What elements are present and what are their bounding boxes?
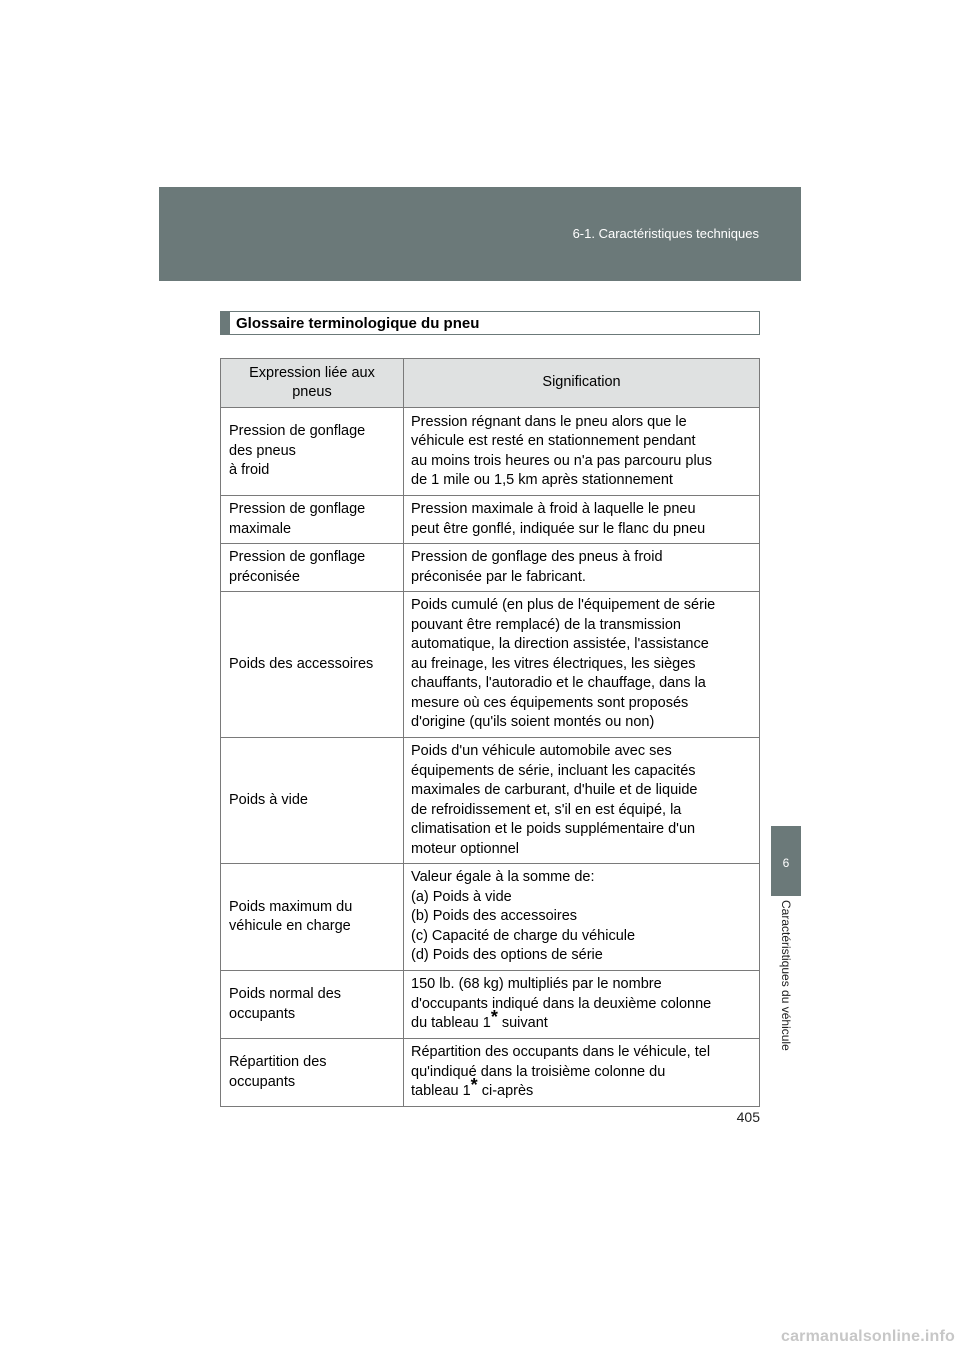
term-line: Poids normal des	[229, 986, 342, 1002]
table-row	[221, 1039, 760, 1107]
definition-line: mesure où ces équipements sont proposés	[411, 694, 689, 711]
term-cell	[221, 1039, 404, 1107]
definition-line: Valeur égale à la somme de:	[411, 869, 595, 886]
definition-cell	[404, 544, 760, 592]
definition-line: moteur optionnel	[411, 840, 520, 857]
definition-line: automatique, la direction assistée, l'assistance	[411, 636, 709, 653]
definition-line: chauffants, l'autoradio et le chauffage, dans la	[411, 675, 706, 692]
definition-line: du tableau 1	[411, 1015, 491, 1032]
table-row	[221, 592, 760, 738]
definition-line: au freinage, les vitres électriques, les sièges	[411, 655, 696, 672]
definition-line: Poids cumulé (en plus de l'équipement de série	[411, 597, 716, 614]
glossary-heading-title: Glossaire terminologique du pneu	[236, 315, 480, 332]
definition-line: (c) Capacité de charge du véhicule	[411, 927, 636, 944]
term-cell	[221, 408, 404, 496]
term-line: préconisée	[229, 568, 300, 585]
term-cell	[221, 496, 404, 544]
definition-line: maximales de carburant, d'huile et de liquide	[411, 782, 698, 798]
table-row	[221, 408, 760, 496]
definition-line: Poids d'un véhicule automobile avec ses	[411, 743, 672, 759]
definition-line: pouvant être remplacé) de la transmission	[411, 616, 681, 633]
chapter-number: 6	[782, 856, 790, 870]
term-line: Répartition des	[229, 1054, 327, 1070]
chapter-side-label	[769, 900, 803, 1095]
term-line: des pneus	[229, 442, 296, 459]
heading-marker	[221, 312, 230, 334]
term-cell	[221, 864, 404, 971]
term-line: Poids des accessoires	[229, 655, 374, 672]
definition-cell	[404, 864, 760, 971]
term-line: Poids à vide	[229, 791, 308, 808]
column-header-term: Expression liée aux pneus	[221, 359, 404, 408]
term-line: occupants	[229, 1073, 296, 1090]
term-cell	[221, 971, 404, 1039]
definition-line-end: ci-après	[477, 1083, 534, 1100]
definition-line: Pression régnant dans le pneu alors que le	[411, 413, 687, 430]
definition-line: Pression de gonflage des pneus à froid	[411, 549, 663, 565]
table-row	[221, 496, 760, 544]
term-line: occupants	[229, 1005, 296, 1022]
watermark: carmanualsonline.info	[780, 1328, 955, 1345]
definition-line: véhicule est resté en stationnement pendant	[411, 433, 696, 449]
table-row	[221, 971, 760, 1039]
term-cell	[221, 738, 404, 864]
definition-cell	[404, 496, 760, 544]
footnote-asterisk: *	[490, 1007, 498, 1028]
page-number: 405	[736, 1109, 760, 1125]
definition-cell	[404, 971, 760, 1039]
footnote-asterisk: *	[470, 1075, 478, 1096]
table-row	[221, 738, 760, 864]
section-title: 6-1. Caractéristiques techniques	[572, 226, 759, 241]
definition-line: préconisée par le fabricant.	[411, 568, 586, 585]
definition-line: d'origine (qu'ils soient montés ou non)	[411, 714, 655, 731]
definition-line: équipements de série, incluant les capacités	[411, 762, 696, 779]
definition-line: d'occupants indiqué dans la deuxième colonne	[411, 995, 712, 1012]
table-row	[221, 864, 760, 971]
chapter-header-band	[159, 187, 801, 281]
chapter-tab	[771, 826, 801, 896]
definition-line: (b) Poids des accessoires	[411, 908, 578, 925]
definition-line: climatisation et le poids supplémentaire d'un	[411, 821, 696, 837]
term-line: Pression de gonflage	[229, 423, 366, 440]
term-line: Pression de gonflage	[229, 501, 366, 517]
term-cell	[221, 544, 404, 592]
term-line: Poids maximum du	[229, 898, 353, 915]
definition-cell	[404, 738, 760, 864]
definition-line: tableau 1	[411, 1083, 471, 1100]
definition-line: (d) Poids des options de série	[411, 947, 603, 964]
table-header-row	[221, 359, 760, 408]
definition-line: Pression maximale à froid à laquelle le pneu	[411, 501, 696, 517]
definition-line: de refroidissement et, s'il en est équipé, la	[411, 801, 682, 818]
definition-line: de 1 mile ou 1,5 km après stationnement	[411, 472, 673, 488]
glossary-table	[220, 358, 760, 1107]
term-cell	[221, 592, 404, 738]
definition-line: Répartition des occupants dans le véhicule, tel	[411, 1044, 711, 1061]
term-line: véhicule en charge	[229, 918, 351, 934]
definition-line: qu'indiqué dans la troisième colonne du	[411, 1063, 666, 1080]
definition-line: au moins trois heures ou n'a pas parcouru plus	[411, 452, 712, 469]
chapter-label-text: Caractéristiques du véhicule	[779, 900, 793, 1051]
definition-cell	[404, 592, 760, 738]
table-row	[221, 544, 760, 592]
column-header-meaning: Signification	[404, 359, 760, 408]
definition-line: peut être gonflé, indiquée sur le flanc du pneu	[411, 520, 706, 537]
definition-line: 150 lb. (68 kg) multipliés par le nombre	[411, 976, 662, 993]
definition-line: (a) Poids à vide	[411, 888, 512, 905]
definition-cell	[404, 408, 760, 496]
term-line: à froid	[229, 462, 270, 479]
glossary-table-body	[221, 408, 760, 1107]
term-line: maximale	[229, 520, 292, 537]
glossary-heading	[220, 311, 760, 335]
definition-cell	[404, 1039, 760, 1107]
term-line: Pression de gonflage	[229, 549, 366, 565]
definition-line-end: suivant	[497, 1015, 548, 1032]
